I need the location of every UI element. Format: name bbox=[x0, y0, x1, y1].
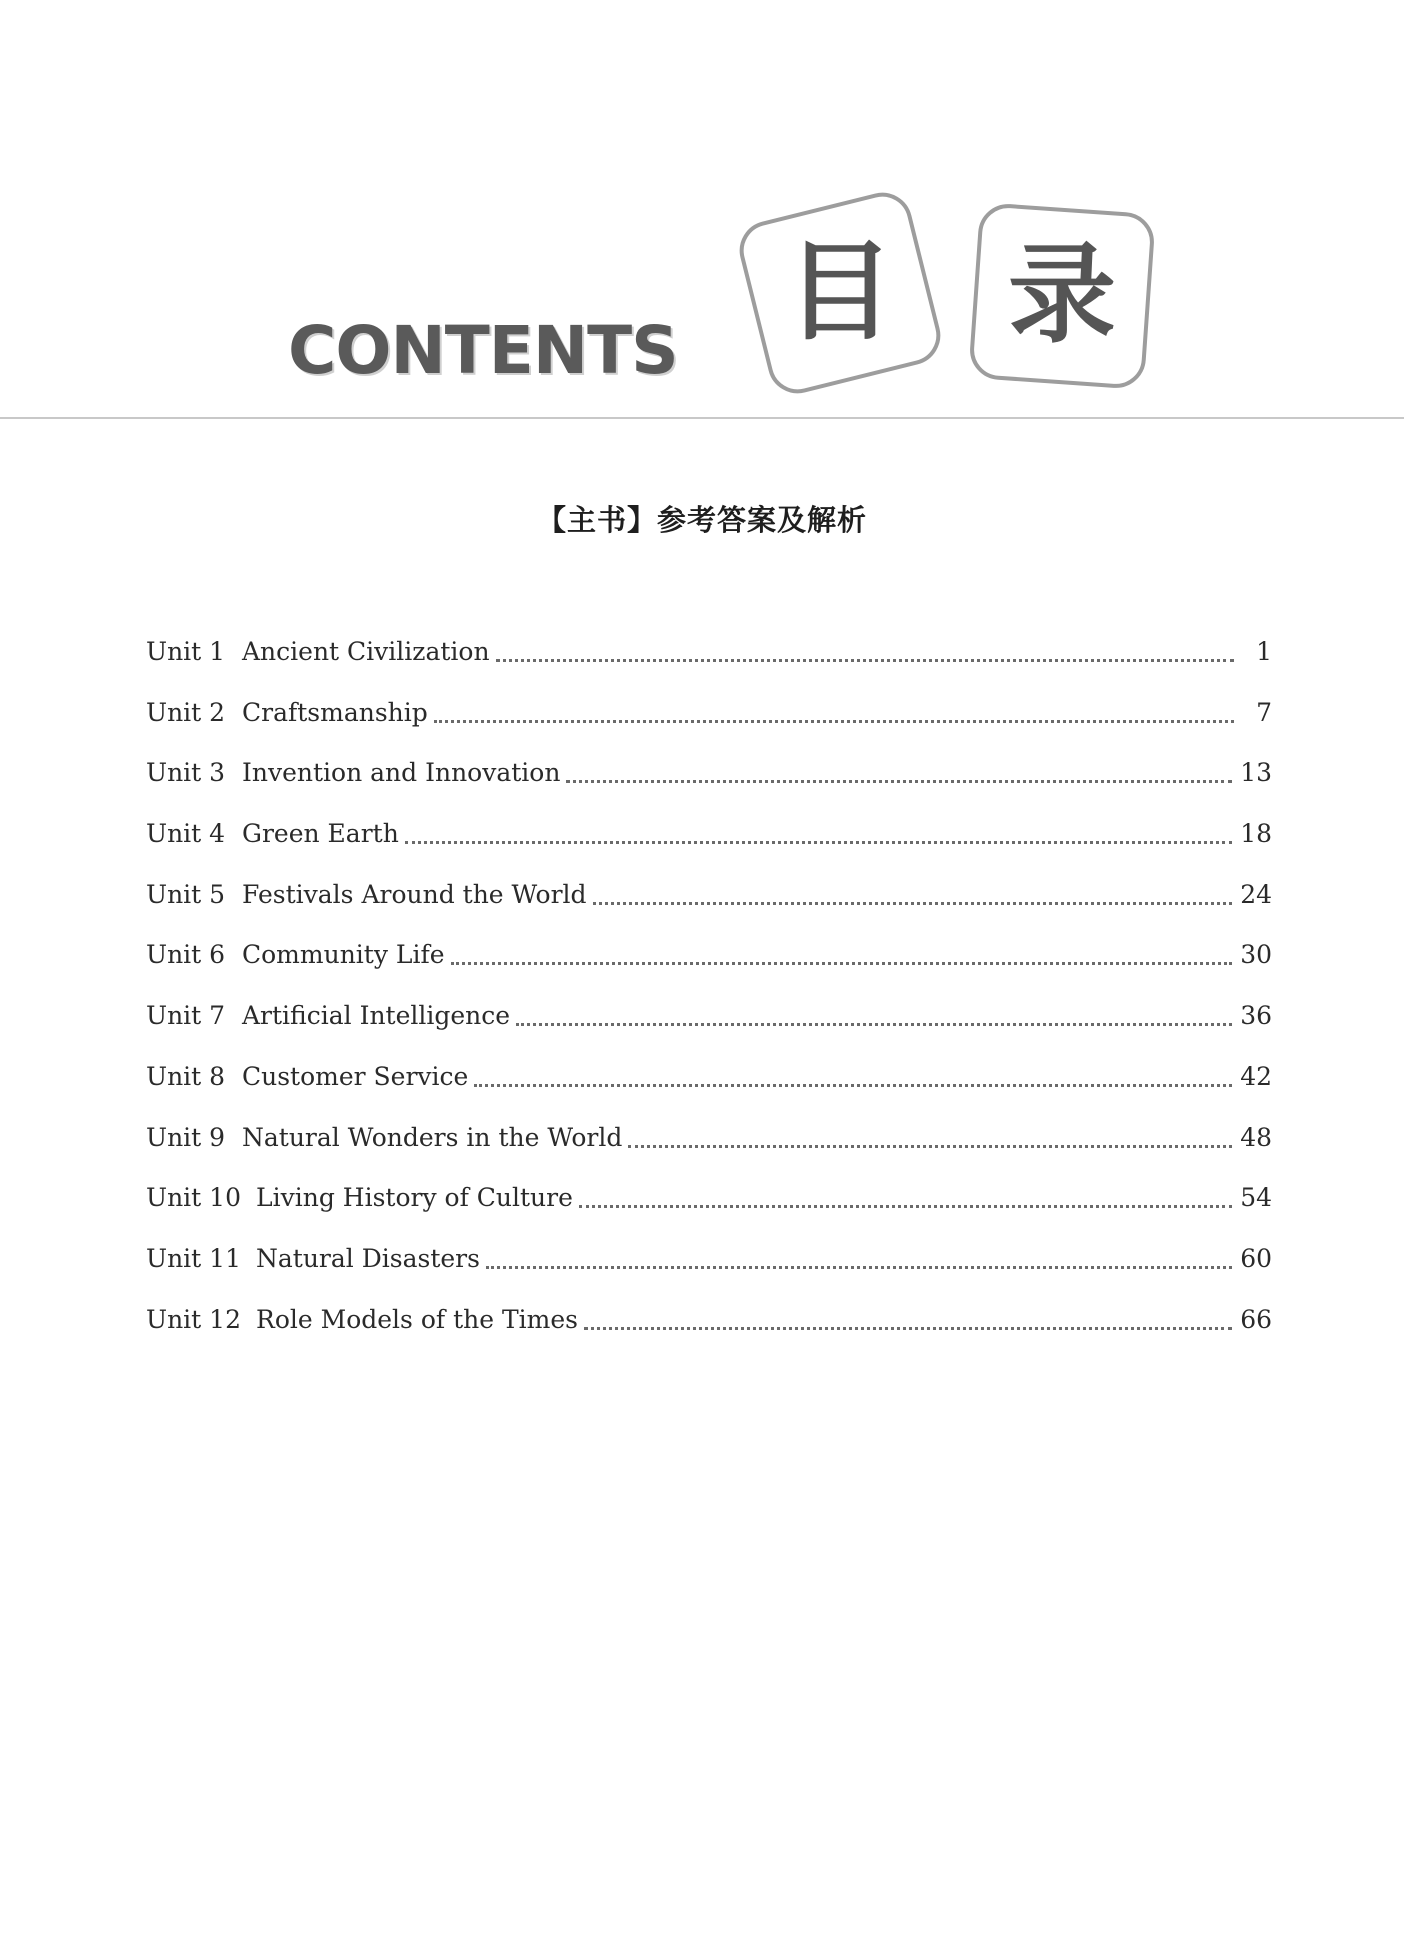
glyph-tile-mu bbox=[733, 186, 946, 399]
toc-dot-leader bbox=[474, 1057, 1232, 1097]
toc-page-number: 30 bbox=[1240, 940, 1272, 970]
toc-page-number: 24 bbox=[1240, 879, 1272, 909]
toc-unit-title: Festivals Around the World bbox=[242, 879, 587, 909]
toc-page-number: 36 bbox=[1240, 1001, 1272, 1031]
toc-entry-unit-11[interactable] bbox=[146, 1239, 1272, 1300]
toc-page-number: 66 bbox=[1240, 1304, 1272, 1334]
toc-entry-unit-7[interactable] bbox=[146, 996, 1272, 1057]
toc-dot-leader bbox=[434, 693, 1234, 733]
toc-dot-leader bbox=[405, 814, 1232, 854]
toc-entry-unit-3[interactable] bbox=[146, 753, 1272, 814]
toc-entry-unit-4[interactable] bbox=[146, 814, 1272, 875]
toc-dot-leader bbox=[496, 632, 1234, 672]
toc-unit-title: Invention and Innovation bbox=[242, 758, 561, 788]
toc-unit-number: Unit 11 bbox=[146, 1243, 241, 1273]
toc-unit-number: Unit 12 bbox=[146, 1304, 241, 1334]
toc-dot-leader bbox=[579, 1178, 1232, 1218]
toc-entry-unit-12[interactable] bbox=[146, 1300, 1272, 1361]
toc-unit-number: Unit 9 bbox=[146, 1122, 226, 1152]
toc-entry-unit-9[interactable] bbox=[146, 1118, 1272, 1179]
toc-unit-number: Unit 2 bbox=[146, 697, 226, 727]
toc-unit-title: Artificial Intelligence bbox=[242, 1001, 511, 1031]
toc-unit-title: Community Life bbox=[242, 940, 445, 970]
toc-unit-title: Customer Service bbox=[242, 1061, 469, 1091]
toc-page-number: 42 bbox=[1240, 1061, 1272, 1091]
toc-unit-title: Living History of Culture bbox=[256, 1183, 573, 1213]
toc-unit-title: Role Models of the Times bbox=[256, 1304, 578, 1334]
toc-unit-title: Natural Disasters bbox=[256, 1243, 480, 1273]
toc-page-number: 7 bbox=[1256, 697, 1272, 727]
toc-dot-leader bbox=[451, 935, 1233, 975]
toc-dot-leader bbox=[486, 1239, 1232, 1279]
toc-unit-title: Ancient Civilization bbox=[242, 637, 490, 666]
toc-unit-title: Craftsmanship bbox=[242, 697, 428, 727]
contents-header bbox=[0, 0, 1404, 430]
header-divider bbox=[0, 417, 1404, 419]
toc-page-number: 18 bbox=[1240, 819, 1272, 849]
toc-unit-number: Unit 1 bbox=[146, 637, 226, 666]
toc-entry-unit-10[interactable] bbox=[146, 1178, 1272, 1239]
toc-unit-number: Unit 7 bbox=[146, 1001, 226, 1031]
toc-unit-title: Natural Wonders in the World bbox=[242, 1122, 623, 1152]
toc-entry-unit-5[interactable] bbox=[146, 875, 1272, 936]
toc-dot-leader bbox=[584, 1300, 1232, 1340]
toc-dot-leader bbox=[593, 875, 1233, 915]
toc-unit-number: Unit 10 bbox=[146, 1183, 241, 1213]
toc-dot-leader bbox=[566, 753, 1232, 793]
contents-heading: CONTENTS bbox=[288, 312, 678, 389]
toc-unit-number: Unit 4 bbox=[146, 819, 226, 849]
toc-page-number: 54 bbox=[1240, 1183, 1272, 1213]
toc-page-number: 48 bbox=[1240, 1122, 1272, 1152]
glyph-mu: 目 bbox=[785, 230, 895, 356]
glyph-lu: 录 bbox=[1007, 232, 1116, 358]
toc-page-number: 13 bbox=[1240, 758, 1272, 788]
toc-page-number: 1 bbox=[1256, 637, 1272, 666]
toc-unit-number: Unit 8 bbox=[146, 1061, 226, 1091]
glyph-tile-lu bbox=[968, 202, 1156, 390]
toc-entry-unit-2[interactable] bbox=[146, 693, 1272, 754]
toc-entry-unit-8[interactable] bbox=[146, 1057, 1272, 1118]
toc-entry-unit-1[interactable] bbox=[146, 632, 1272, 693]
table-of-contents bbox=[146, 632, 1272, 1360]
toc-entry-unit-6[interactable] bbox=[146, 935, 1272, 996]
toc-unit-title: Green Earth bbox=[242, 819, 399, 849]
toc-unit-number: Unit 5 bbox=[146, 879, 226, 909]
toc-dot-leader bbox=[516, 996, 1232, 1036]
toc-dot-leader bbox=[628, 1118, 1232, 1158]
section-title: 【主书】参考答案及解析 bbox=[536, 503, 867, 537]
toc-unit-number: Unit 3 bbox=[146, 758, 226, 788]
toc-unit-number: Unit 6 bbox=[146, 940, 226, 970]
toc-page-number: 60 bbox=[1240, 1243, 1272, 1273]
